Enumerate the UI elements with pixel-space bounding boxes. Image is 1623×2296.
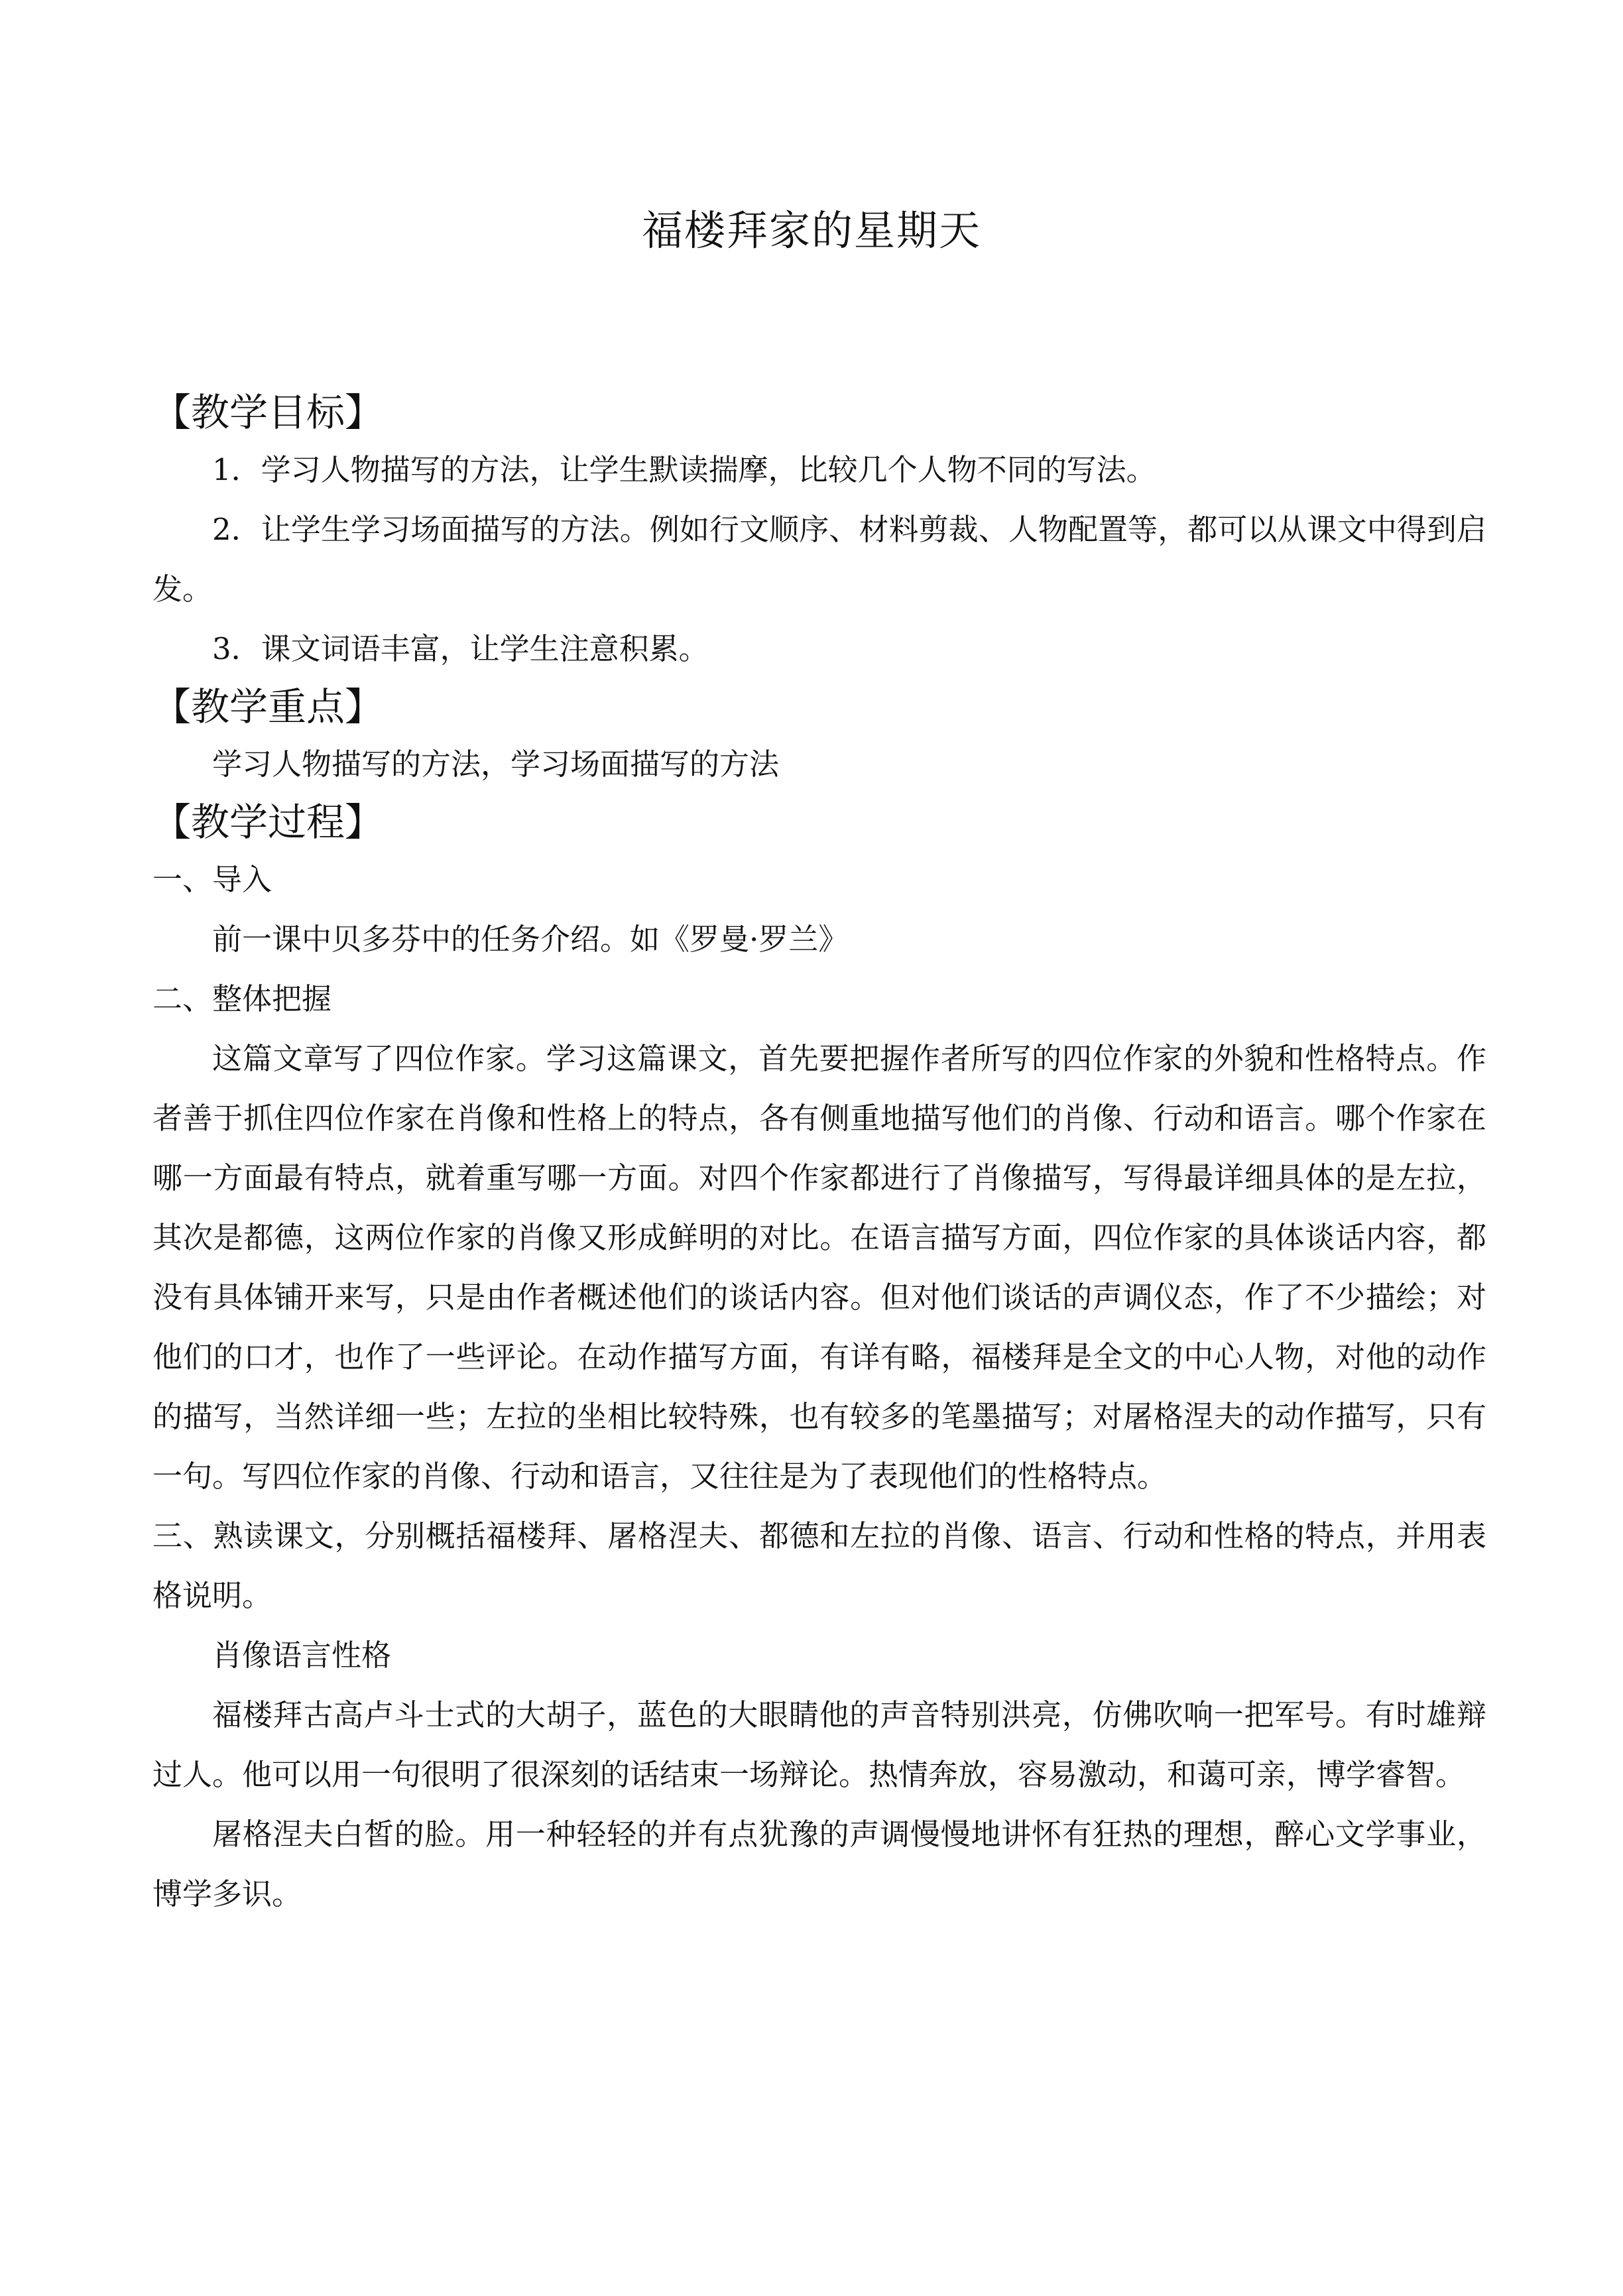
goals-heading: 【教学目标】 <box>152 390 384 435</box>
overall-text: 这篇文章写了四位作家。学习这篇课文，首先要把握作者所写的四位作家的外貌和性格特点。作者善于抓住四位作家在肖像和性格上的特点，各有侧重地描写他们的肖像、行动和语言。哪个作家在哪一方面最有特点，就着重写哪一方面。对四个作家都进行了肖像描写，写得最详细具体的是左拉，其次是都德，这两位作家的肖像又形成鲜明的对比。在语言描写方面，四位作家的具体谈话内容，都没有具体铺开来写，只是由作者概述他们的谈话内容。但对他们谈话的声调仪态，作了不少描绘；对他们的口才，也作了一些评论。在动作描写方面，有详有略，福楼拜是全文的中心人物，对他的动作的描写，当然详细一些；左拉的坐相比较特殊，也有较多的笔墨描写；对屠格涅夫的动作描写，只有一句。写四位作家的肖像、行动和语言，又往往是为了表现他们的性格特点。 <box>152 1041 1486 1494</box>
document-body <box>152 385 1486 1924</box>
goal-item-3: 3．课文词语丰富，让学生注意积累。 <box>212 631 709 666</box>
focus-heading: 【教学重点】 <box>152 684 384 729</box>
focus-text: 学习人物描写的方法，学习场面描写的方法 <box>212 747 780 782</box>
overall-title: 二、整体把握 <box>152 981 332 1016</box>
flaubert-text: 福楼拜古高卢斗士式的大胡子，蓝色的大眼睛他的声音特别洪亮，仿佛吹响一把军号。有时雄辩过人。他可以用一句很明了很深刻的话结束一场辩论。热情奔放，容易激动，和蔼可亲，博学睿智。 <box>152 1697 1486 1792</box>
read-title: 三、熟读课文，分别概括福楼拜、屠格涅夫、都德和左拉的肖像、语言、行动和性格的特点，并用表格说明。 <box>152 1518 1486 1613</box>
goal-item-2: 2．让学生学习场面描写的方法。例如行文顺序、材料剪裁、人物配置等，都可以从课文中得到启发。 <box>152 512 1486 607</box>
intro-text: 前一课中贝多芬中的任务介绍。如《罗曼·罗兰》 <box>212 922 849 957</box>
intro-title: 一、导入 <box>152 862 272 897</box>
page-title: 福楼拜家的星期天 <box>641 206 981 255</box>
goal-item-1: 1．学习人物描写的方法，让学生默读揣摩，比较几个人物不同的写法。 <box>212 452 1156 487</box>
table-header: 肖像语言性格 <box>212 1638 392 1673</box>
process-heading: 【教学过程】 <box>152 800 384 845</box>
turgenev-text: 屠格涅夫白皙的脸。用一种轻轻的并有点犹豫的声调慢慢地讲怀有狂热的理想，醉心文学事业，博学多识。 <box>152 1817 1486 1911</box>
